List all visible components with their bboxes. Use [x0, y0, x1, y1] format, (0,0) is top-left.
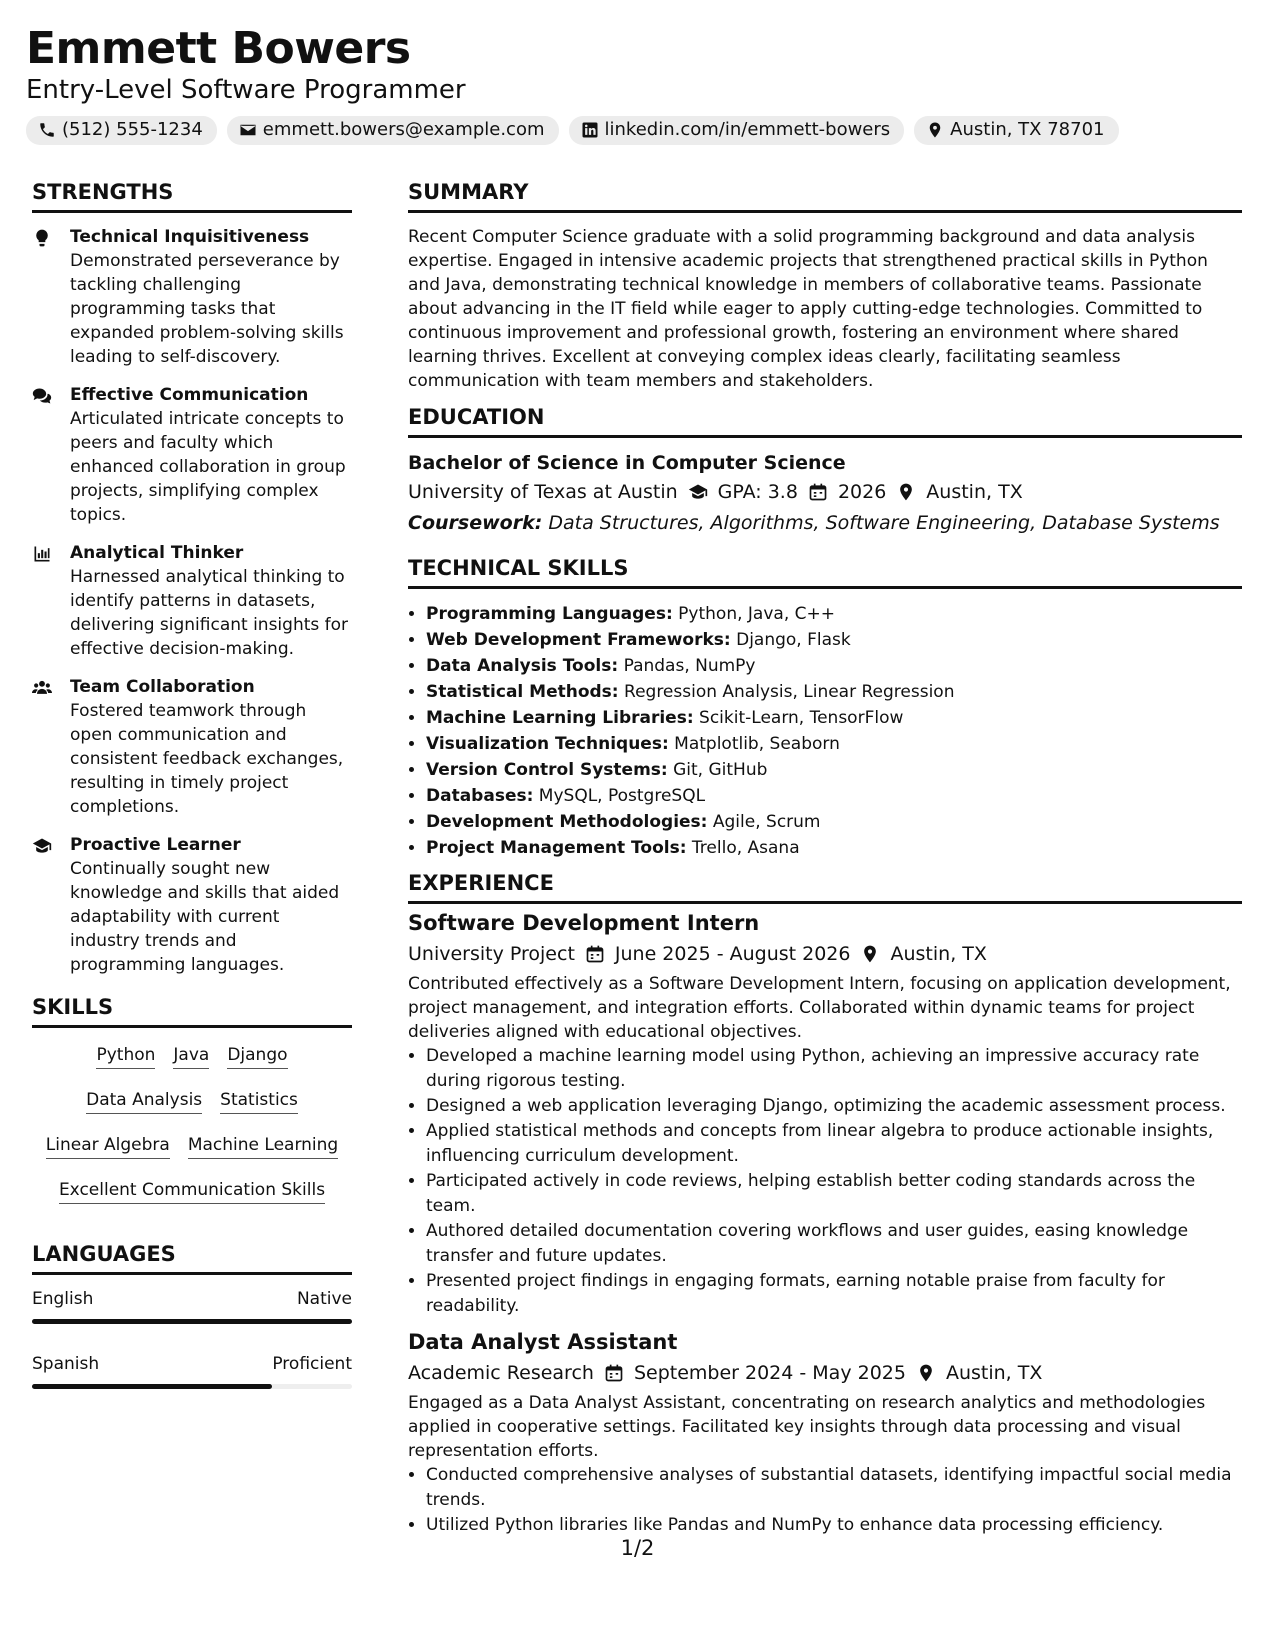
- strength-desc: Harnessed analytical thinking to identify patterns in datasets, delivering significant insights for effective decision-making.: [70, 567, 349, 659]
- skill-tag: Python: [96, 1044, 155, 1069]
- strength-title: Effective Communication: [70, 385, 309, 405]
- education-location: Austin, TX: [926, 481, 1023, 503]
- contact-location: [914, 116, 1118, 145]
- right-column: [408, 176, 1242, 1546]
- contact-phone[interactable]: [26, 116, 217, 145]
- job-description: Contributed effectively as a Software Development Intern, focusing on application development, project management, and integration efforts. Collaborated within dynamic teams for project deliveries aligned with educational objectives.: [408, 974, 1231, 1042]
- coursework: [408, 508, 1242, 538]
- job-entry: [408, 1327, 1242, 1538]
- strength-item: [32, 225, 352, 369]
- job-meta: [408, 1357, 1242, 1389]
- map-pin-icon: [896, 482, 916, 502]
- list-item: • Project Management Tools: Trello, Asana: [426, 835, 1242, 861]
- contact-email[interactable]: [227, 116, 559, 145]
- language-item: [32, 1287, 352, 1324]
- graduation-year: 2026: [837, 481, 887, 503]
- list-item: • Conducted comprehensive analyses of substantial datasets, identifying impactful social media trends.: [426, 1463, 1242, 1513]
- strength-title: Team Collaboration: [70, 677, 255, 697]
- job-dates: June 2025 - August 2026: [614, 943, 851, 965]
- calendar-icon: [808, 482, 828, 502]
- skills-heading: SKILLS: [32, 991, 352, 1028]
- strength-desc: Articulated intricate concepts to peers and faculty which enhanced collaboration in group projects, simplifying complex topics.: [70, 409, 346, 525]
- skill-tag: Statistics: [220, 1089, 298, 1114]
- skills-list: [32, 1040, 352, 1228]
- list-item: • Programming Languages: Python, Java, C++: [426, 601, 1242, 627]
- job-title: Data Analyst Assistant: [408, 1330, 678, 1354]
- technical-skills-list: [408, 601, 1242, 861]
- summary-text: Recent Computer Science graduate with a solid programming background and data analysis expertise. Engaged in intensive academic projects that strengthened practical skills in Python and Java, demonstrating technical knowledge in members of collaborative teams. Passionate about advancing in the IT field while eager to apply cutting-edge technologies. Committed to continuous improvement and professional growth, fostering an environment where shared learning thrives. Excellent at conveying complex ideas clearly, facilitating seamless communication with team members and stakeholders.: [408, 227, 1208, 391]
- job-bullets: [408, 1044, 1242, 1319]
- list-item: • Authored detailed documentation covering workflows and user guides, easing knowledge transfer and future updates.: [426, 1219, 1242, 1269]
- linkedin-icon: [581, 121, 599, 139]
- skill-tag: Django: [227, 1044, 287, 1069]
- envelope-icon: [239, 121, 257, 139]
- strength-item: [32, 541, 352, 661]
- list-item: • Machine Learning Libraries: Scikit-Learn, TensorFlow: [426, 705, 1242, 731]
- list-item: • Web Development Frameworks: Django, Flask: [426, 627, 1242, 653]
- language-name: Spanish: [32, 1354, 100, 1374]
- graduation-cap-icon: [688, 482, 708, 502]
- strength-title: Analytical Thinker: [70, 543, 244, 563]
- language-item: [32, 1352, 352, 1389]
- language-proficiency-fill: [32, 1384, 272, 1389]
- strength-desc: Fostered teamwork through open communication and consistent feedback exchanges, resulting in timely project completions.: [70, 701, 344, 817]
- calendar-icon: [585, 944, 605, 964]
- contact-email-text: emmett.bowers@example.com: [262, 119, 545, 140]
- language-level: Proficient: [272, 1354, 352, 1374]
- contact-location-text: Austin, TX 78701: [950, 119, 1105, 140]
- coursework-label: Coursework:: [408, 512, 543, 534]
- coursework-list: Data Structures, Algorithms, Software Engineering, Database Systems: [548, 512, 1220, 534]
- candidate-title: Entry-Level Software Programmer: [26, 75, 466, 105]
- contact-linkedin-text: linkedin.com/in/emmett-bowers: [604, 119, 891, 140]
- strength-title: Technical Inquisitiveness: [70, 227, 310, 247]
- education-meta: [408, 476, 1242, 508]
- page-number: 1/2: [620, 1536, 655, 1560]
- job-dates: September 2024 - May 2025: [633, 1362, 906, 1384]
- map-pin-icon: [916, 1363, 936, 1383]
- strength-item: [32, 383, 352, 527]
- left-column: [32, 176, 352, 1409]
- language-proficiency-fill: [32, 1319, 352, 1324]
- list-item: • Databases: MySQL, PostgreSQL: [426, 783, 1242, 809]
- technical-skills-heading: TECHNICAL SKILLS: [408, 552, 1242, 589]
- job-description: Engaged as a Data Analyst Assistant, concentrating on research analytics and methodologies applied in cooperative settings. Facilitated key insights through data processing and visual representation efforts.: [408, 1393, 1206, 1461]
- degree-title: Bachelor of Science in Computer Science: [408, 452, 846, 474]
- job-meta: [408, 938, 1242, 970]
- skill-tag: Excellent Communication Skills: [59, 1179, 325, 1204]
- users-icon: [32, 678, 52, 698]
- job-org: Academic Research: [408, 1362, 594, 1384]
- summary-heading: SUMMARY: [408, 176, 1242, 213]
- list-item: • Developed a machine learning model using Python, achieving an impressive accuracy rate during rigorous testing.: [426, 1044, 1242, 1094]
- strength-item: [32, 675, 352, 819]
- language-level: Native: [296, 1289, 352, 1309]
- lightbulb-icon: [32, 228, 52, 248]
- school-name: University of Texas at Austin: [408, 481, 678, 503]
- contact-phone-text: (512) 555-1234: [62, 119, 203, 140]
- candidate-name: Emmett Bowers: [26, 23, 411, 74]
- list-item: • Visualization Techniques: Matplotlib, Seaborn: [426, 731, 1242, 757]
- map-pin-icon: [860, 944, 880, 964]
- skill-tag: Java: [173, 1044, 209, 1069]
- list-item: • Presented project findings in engaging formats, earning notable praise from faculty for readability.: [426, 1269, 1242, 1319]
- contact-linkedin[interactable]: [569, 116, 905, 145]
- list-item: • Designed a web application leveraging Django, optimizing the academic assessment process.: [426, 1094, 1242, 1119]
- list-item: • Statistical Methods: Regression Analysis, Linear Regression: [426, 679, 1242, 705]
- job-location: Austin, TX: [945, 1362, 1043, 1384]
- gpa: GPA: 3.8: [717, 481, 798, 503]
- list-item: • Utilized Python libraries like Pandas and NumPy to enhance data processing efficiency.: [426, 1513, 1242, 1538]
- languages-heading: LANGUAGES: [32, 1238, 352, 1275]
- job-title: Software Development Intern: [408, 911, 760, 935]
- experience-heading: EXPERIENCE: [408, 867, 1242, 904]
- list-item: • Development Methodologies: Agile, Scrum: [426, 809, 1242, 835]
- list-item: • Data Analysis Tools: Pandas, NumPy: [426, 653, 1242, 679]
- job-location: Austin, TX: [890, 943, 987, 965]
- list-item: • Participated actively in code reviews, helping establish better coding standards across the team.: [426, 1169, 1242, 1219]
- job-bullets: [408, 1463, 1242, 1538]
- job-org: University Project: [408, 943, 575, 965]
- strength-title: Proactive Learner: [70, 835, 241, 855]
- language-proficiency-bar: [32, 1384, 352, 1389]
- skill-tag: Machine Learning: [188, 1134, 338, 1159]
- education-heading: EDUCATION: [408, 401, 1242, 438]
- job-entry: [408, 908, 1242, 1319]
- bar-chart-icon: [32, 544, 52, 564]
- language-name: English: [32, 1289, 94, 1309]
- strength-item: [32, 833, 352, 977]
- chat-bubbles-icon: [32, 386, 52, 406]
- map-pin-icon: [926, 121, 944, 139]
- graduation-cap-icon: [32, 836, 52, 856]
- skill-tag: Data Analysis: [86, 1089, 202, 1114]
- strengths-heading: STRENGTHS: [32, 176, 352, 213]
- list-item: • Version Control Systems: Git, GitHub: [426, 757, 1242, 783]
- list-item: • Applied statistical methods and concepts from linear algebra to produce actionable insights, influencing curriculum development.: [426, 1119, 1242, 1169]
- skill-tag: Linear Algebra: [46, 1134, 170, 1159]
- phone-icon: [38, 121, 56, 139]
- language-proficiency-bar: [32, 1319, 352, 1324]
- contact-bar: [26, 116, 1249, 145]
- strength-desc: Continually sought new knowledge and skills that aided adaptability with current industry trends and programming languages.: [70, 859, 340, 975]
- strength-desc: Demonstrated perseverance by tackling challenging programming tasks that expanded problem-solving skills leading to self-discovery.: [70, 251, 344, 367]
- calendar-icon: [604, 1363, 624, 1383]
- resume-header: [26, 22, 1249, 145]
